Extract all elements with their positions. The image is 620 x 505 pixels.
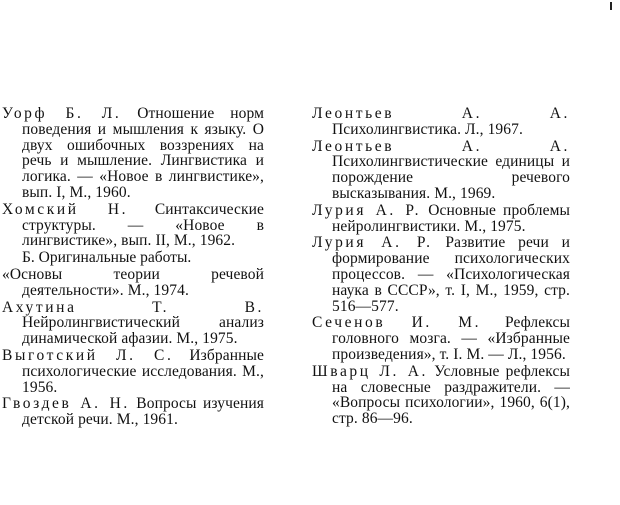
- reference-author: Уорф Б. Л.: [2, 105, 122, 122]
- reference-author: Сеченов И. М.: [312, 314, 482, 332]
- reference-text: Рефлексы головного мозга. — «Избранные произведения», т. I. M. — Л., 1956.: [332, 314, 570, 363]
- reference-text: Психолингвистические единицы и порождение речевого высказывания. M., 1969.: [332, 153, 570, 202]
- section-heading-text: Б. Оригинальные работы.: [22, 249, 192, 267]
- reference-text: Психолингвистика. Л., 1967.: [332, 120, 523, 138]
- reference-text: «Основы теории речевой деятельности». M., 1974.: [2, 265, 264, 299]
- reference-author: Лурия А. Р.: [312, 201, 422, 219]
- reference-entry: [312, 315, 570, 362]
- reference-text: Отношение норм поведения и мышления к языку. О двух ошибочных воззрениях на речь и мышление. Лингвистика и логика. — «Новое в лингвистике», вып. I, M., 1960.: [22, 105, 265, 201]
- reference-author: Шварц Л. А.: [312, 362, 429, 380]
- reference-text: Нейролингвистический анализ динамической афазии. M., 1975.: [22, 314, 264, 348]
- reference-entry: [2, 267, 264, 299]
- reference-author: Леонтьев А. А.: [312, 105, 570, 122]
- reference-entry: [312, 203, 570, 235]
- reference-text: Развитие речи и формирование психологических процессов. — «Психологическая наука в СССР», т. I, M., 1959, стр. 516—577.: [332, 234, 571, 315]
- reference-text: Вопросы изучения детской речи. M., 1961.: [22, 395, 265, 429]
- reference-author: Гвоздев А. Н.: [2, 395, 130, 413]
- reference-entry: [2, 300, 264, 347]
- reference-text: Избранные психологические исследования. M., 1956.: [22, 346, 264, 396]
- reference-author: Хомский Н.: [2, 200, 129, 218]
- reference-author: Лурия А. Р.: [312, 234, 433, 252]
- reference-text: Синтаксические структуры. — «Новое в лингвистике», вып. II, M., 1962.: [22, 200, 264, 250]
- reference-entry: [312, 235, 570, 314]
- reference-entry: [2, 396, 264, 428]
- reference-text: Основные проблемы нейролингвистики. M., 1975.: [332, 201, 570, 235]
- reference-author: Ахутина Т. В.: [2, 298, 264, 316]
- reference-entry: [312, 139, 570, 202]
- section-heading: [2, 250, 264, 266]
- reference-author: Выготский Л. С.: [2, 346, 174, 364]
- reference-entry: [2, 106, 264, 201]
- reference-entry: [312, 106, 570, 138]
- reference-author: Леонтьев А. А.: [312, 137, 570, 155]
- right-column: [312, 106, 570, 428]
- reference-entry: [312, 364, 570, 427]
- reference-text: Условные рефлексы на словесные раздражители. — «Вопросы психологии», 1960, 6(1), стр. 86—96.: [332, 362, 571, 428]
- page-corner-mark: [610, 2, 612, 10]
- reference-entry: [2, 348, 264, 395]
- left-column: [2, 106, 264, 429]
- reference-entry: [2, 202, 264, 249]
